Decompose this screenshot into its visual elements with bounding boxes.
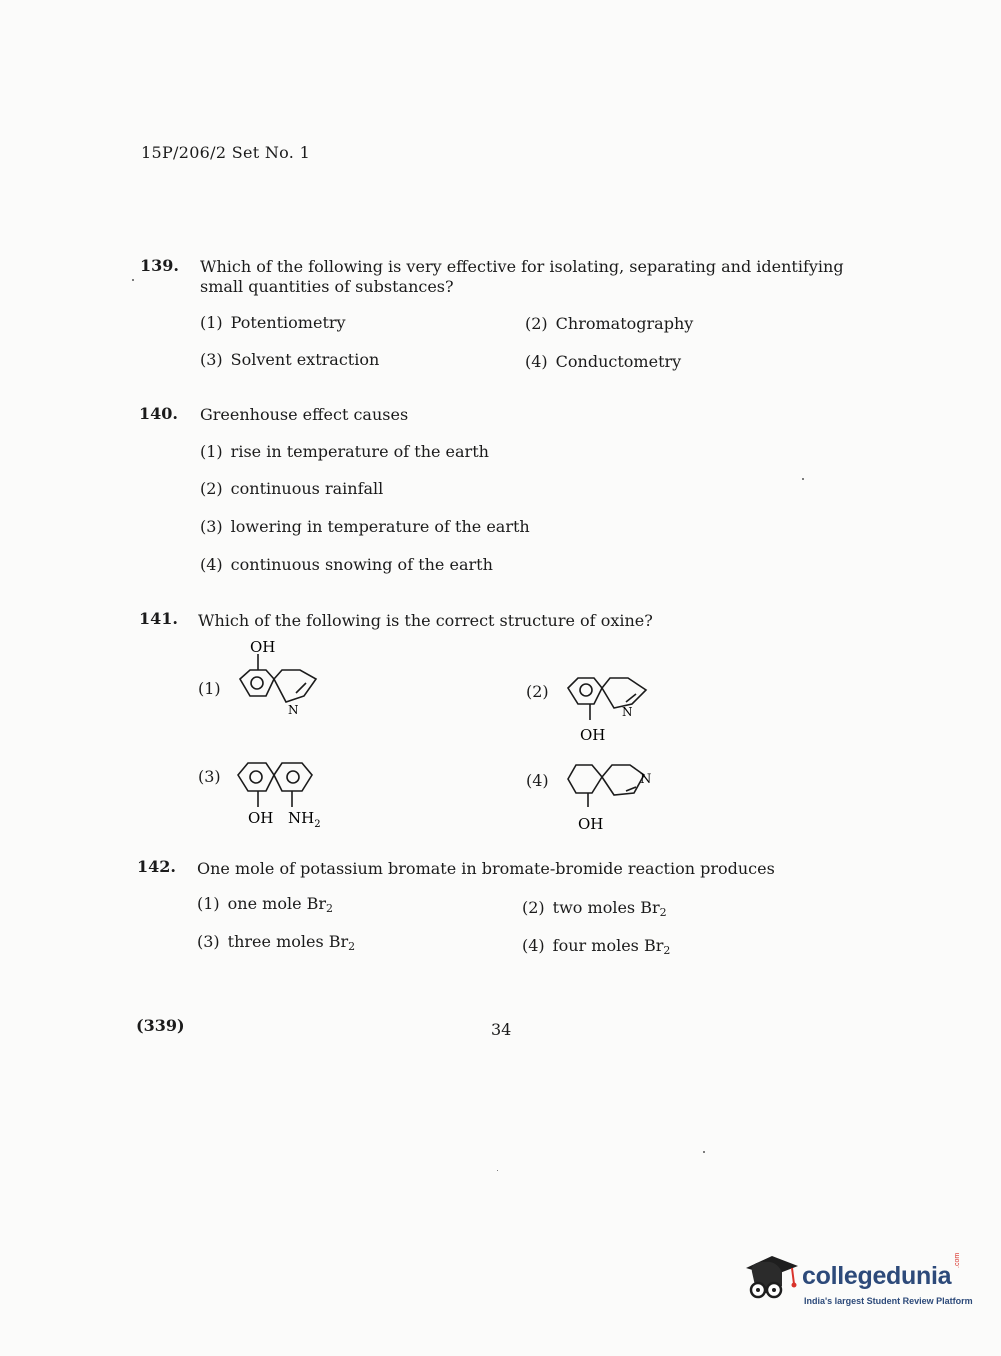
option-number: (2) (200, 479, 223, 498)
option-subscript: 2 (663, 944, 671, 957)
n-label: N (288, 703, 299, 717)
option-number: (4) (525, 352, 548, 371)
question-141-option-4-number: (4) (526, 771, 549, 790)
option-label: continuous snowing of the earth (230, 555, 493, 574)
scan-speck (802, 478, 804, 480)
n-label: N (640, 772, 652, 787)
oh-label: OH (580, 726, 606, 744)
option-label: four moles Br (552, 936, 664, 955)
option-number: (3) (200, 350, 223, 369)
option-number: (3) (197, 932, 220, 951)
question-139-number: 139. (140, 256, 179, 275)
footer-code: (339) (136, 1016, 185, 1035)
question-140-option-2 (200, 479, 383, 498)
question-140-option-1 (200, 442, 489, 461)
option-number: (2) (522, 898, 545, 917)
question-139-text-line2: small quantities of substances? (200, 277, 454, 296)
benzene-ring (240, 670, 274, 696)
question-141-option-1-number: (1) (198, 679, 221, 698)
option-label: rise in temperature of the earth (230, 442, 489, 461)
structure-option-4 (560, 755, 660, 835)
scan-speck (497, 1170, 498, 1171)
question-141-number: 141. (139, 609, 178, 628)
brand-suffix: .com (954, 1252, 961, 1268)
paper-code: 15P/206/2 Set No. 1 (141, 143, 311, 162)
structure-option-3 (230, 755, 340, 835)
page-number: 34 (491, 1020, 512, 1039)
question-139-option-4 (525, 352, 681, 371)
option-label: lowering in temperature of the earth (230, 517, 530, 536)
option-number: (1) (200, 313, 223, 332)
question-140-option-4 (200, 555, 493, 574)
option-label: Chromatography (555, 314, 694, 333)
oh-label: OH (578, 815, 604, 833)
option-label: Conductometry (555, 352, 682, 371)
question-141-text: Which of the following is the correct structure of oxine? (198, 611, 653, 630)
collegedunia-watermark (742, 1250, 972, 1312)
question-140-number: 140. (139, 404, 178, 423)
structure-option-1 (230, 634, 330, 724)
option-number: (1) (200, 442, 223, 461)
question-142-option-4 (522, 936, 670, 955)
n-label: N (622, 705, 633, 719)
question-139-option-1 (200, 313, 346, 332)
question-142-option-2 (522, 898, 667, 917)
option-subscript: 2 (326, 902, 334, 915)
nh2-subscript: 2 (314, 819, 321, 830)
aromatic-circle (251, 677, 263, 689)
option-subscript: 2 (348, 940, 356, 953)
scan-speck (703, 1151, 705, 1153)
option-number: (4) (522, 936, 545, 955)
question-139-option-3 (200, 350, 379, 369)
question-142-option-1 (197, 894, 333, 913)
option-label: three moles Br (227, 932, 349, 951)
pyridine-ring (274, 670, 316, 702)
brand-name: collegedunia (802, 1262, 952, 1290)
question-142-option-3 (197, 932, 355, 951)
option-number: (1) (197, 894, 220, 913)
option-subscript: 2 (659, 906, 667, 919)
option-label: Potentiometry (230, 313, 346, 332)
option-label: one mole Br (227, 894, 327, 913)
nh-text: NH (288, 809, 315, 827)
option-label: continuous rainfall (230, 479, 384, 498)
oh-label: OH (248, 809, 274, 827)
brand-tagline: India's largest Student Review Platform (804, 1296, 973, 1306)
question-140-text: Greenhouse effect causes (200, 405, 409, 424)
question-142-text: One mole of potassium bromate in bromate-bromide reaction produces (197, 859, 775, 878)
structure-option-2 (560, 668, 660, 748)
question-139-text-line1: Which of the following is very effective for isolating, separating and identifying (200, 257, 844, 276)
nh2-label (288, 809, 321, 830)
oh-label: OH (250, 638, 276, 656)
question-141-option-3-number: (3) (198, 767, 221, 786)
question-142-number: 142. (137, 857, 176, 876)
mascot-icon (742, 1250, 800, 1308)
option-label: Solvent extraction (230, 350, 380, 369)
option-number: (4) (200, 555, 223, 574)
question-140-option-3 (200, 517, 530, 536)
question-141-option-2-number: (2) (526, 682, 549, 701)
option-label: two moles Br (552, 898, 660, 917)
option-number: (3) (200, 517, 223, 536)
option-number: (2) (525, 314, 548, 333)
question-139-option-2 (525, 314, 693, 333)
scan-speck (132, 279, 134, 281)
